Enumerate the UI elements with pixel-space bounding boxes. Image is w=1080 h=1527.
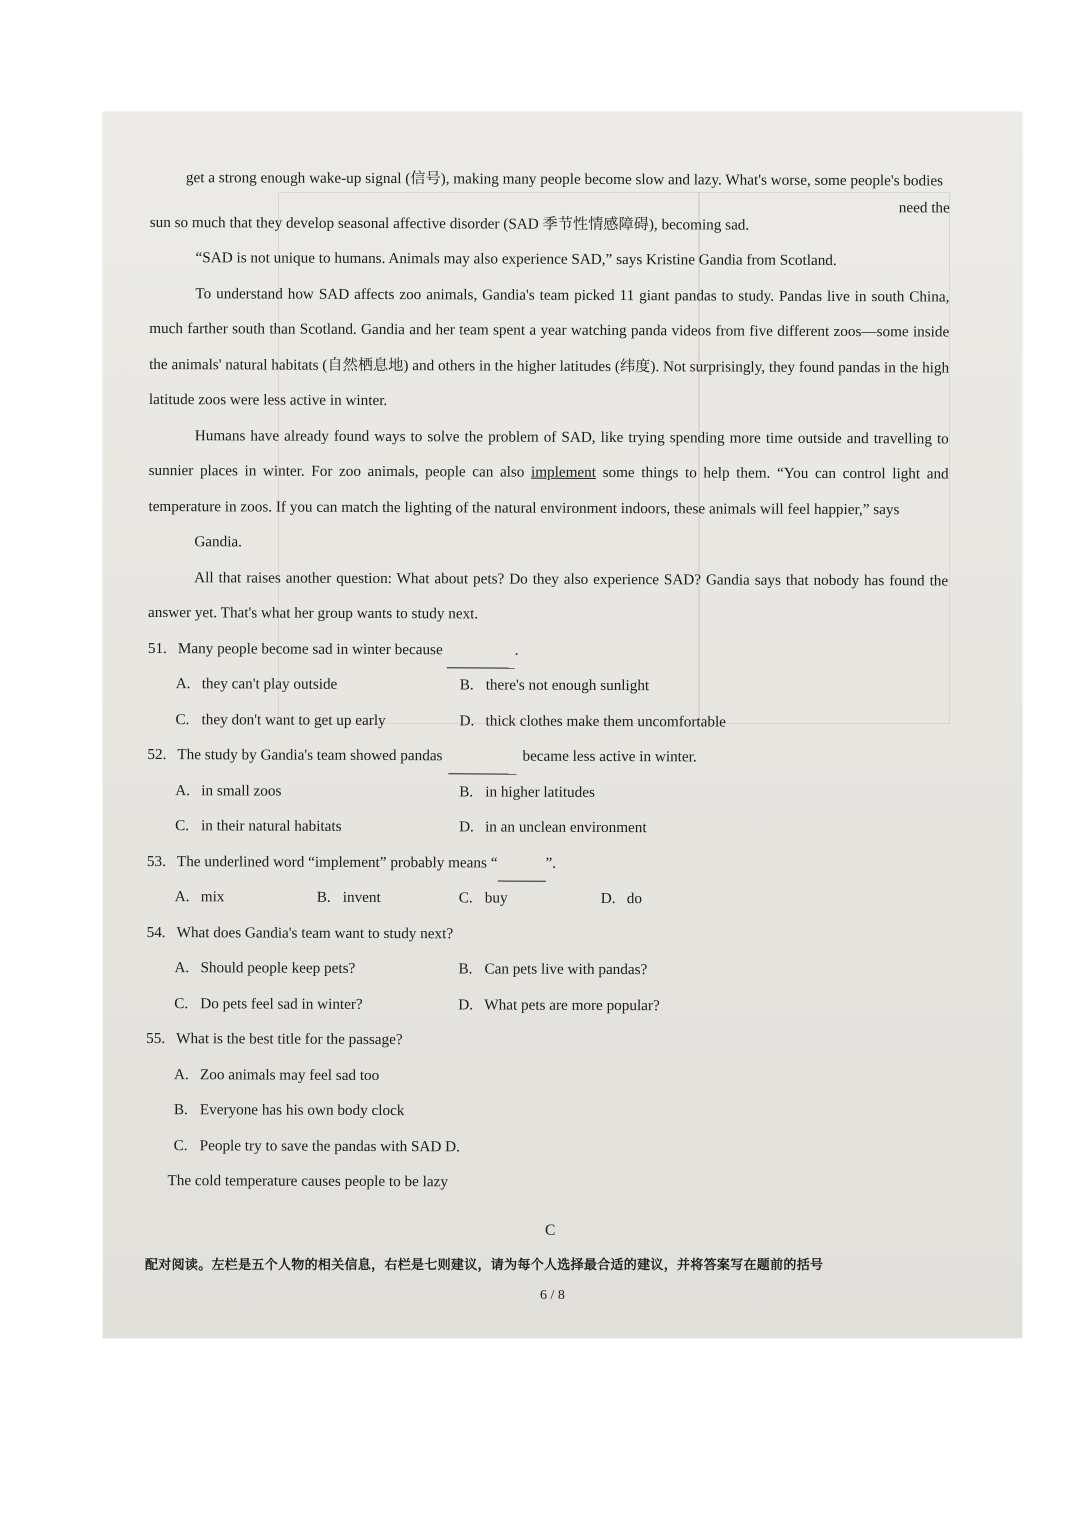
option-d[interactable]: [459, 703, 726, 740]
option-label: D.: [459, 818, 474, 836]
option-a[interactable]: [175, 773, 459, 810]
option-text: The cold temperature causes people to be lazy: [167, 1172, 449, 1191]
paragraph-4-before: Humans have already found ways to solve the problem of SAD, like trying spending more time outside and travelling to sunnier places in winter. For zoo animals, people can also: [148, 426, 949, 481]
option-text: do: [626, 890, 643, 908]
question-stem: The study by Gandia's team showed pandas: [177, 746, 443, 765]
option-label: B.: [459, 782, 474, 800]
option-label: B.: [459, 676, 474, 694]
paragraph-1-line-1: get a strong enough wake-up signal (信号), making many people become slow and lazy. What's worse, some people's bodies: [185, 169, 944, 190]
option-text: in small zoos: [201, 781, 282, 800]
option-label: C.: [458, 889, 473, 907]
option-c[interactable]: [459, 880, 601, 916]
option-label: D.: [458, 995, 474, 1013]
option-label: C.: [175, 710, 190, 728]
question-stem-end: ”.: [545, 854, 557, 872]
option-d[interactable]: [601, 881, 743, 917]
question-number: 54.: [146, 923, 166, 941]
question-number: 51.: [147, 639, 167, 657]
option-text: Do pets feel sad in winter?: [200, 994, 363, 1013]
answer-blank[interactable]: [497, 845, 545, 882]
option-text: People try to save the pandas with SAD D.: [199, 1136, 461, 1155]
option-label: A.: [173, 1065, 189, 1083]
option-b[interactable]: [174, 1092, 405, 1129]
option-label: A.: [174, 959, 190, 977]
option-d[interactable]: [167, 1163, 448, 1200]
option-text: thick clothes make them uncomfortable: [485, 711, 726, 731]
question-number: 53.: [146, 852, 166, 870]
question-stem: Many people become sad in winter because: [177, 639, 443, 658]
option-text: Everyone has his own body clock: [199, 1101, 405, 1120]
paragraph-1-line-2: [149, 198, 950, 243]
section-letter: C: [545, 1222, 556, 1239]
option-label: C.: [173, 1136, 188, 1154]
question-stem: What does Gandia's team want to study next?: [176, 923, 454, 942]
option-c[interactable]: [174, 1128, 460, 1165]
option-label: C.: [175, 817, 190, 835]
option-b[interactable]: [458, 951, 647, 987]
option-label: D.: [459, 711, 475, 729]
passage-area: [145, 160, 950, 1202]
question-stem-end: became less active in winter.: [522, 747, 697, 766]
option-text: Zoo animals may feel sad too: [199, 1065, 380, 1084]
option-text: they can't play outside: [201, 675, 338, 693]
option-label: A.: [175, 675, 191, 693]
option-c[interactable]: [175, 702, 459, 739]
option-label: D.: [600, 889, 616, 908]
option-c[interactable]: [174, 986, 458, 1023]
option-text: mix: [200, 888, 225, 906]
option-a[interactable]: [174, 1057, 379, 1093]
option-b[interactable]: [459, 774, 595, 810]
paragraph-2: “SAD is not unique to humans. Animals may also experience SAD,” says Kristine Gandia from Scotland.: [195, 249, 837, 269]
option-text: in an unclean environment: [485, 818, 647, 837]
question-51: [147, 630, 947, 740]
option-a[interactable]: [176, 666, 460, 703]
option-text: they don't want to get up early: [201, 710, 386, 729]
page-number: 6 / 8: [540, 1288, 565, 1303]
paragraph-5: All that raises another question: What about pets? Do they also experience SAD? Gandia says that nobody has found the answer yet. That's what her group wants to study next.: [147, 568, 949, 623]
paragraph-3: To understand how SAD affects zoo animals, Gandia's team picked 11 giant pandas to study. Pandas live in south China, much farther south than Scotland. Gandia and her team spent a year watching panda videos from five different zoos—some inside the animals' natural habitats (自然栖息地) and others in the higher latitudes (纬度). Not surprisingly, they found pandas in the high latitude zoos were less active in winter.: [148, 284, 950, 410]
question-53: [147, 843, 947, 917]
option-a[interactable]: [174, 950, 458, 987]
option-text: in their natural habitats: [201, 817, 342, 835]
paragraph-1-line-2-right: need the: [898, 198, 950, 216]
option-label: A.: [174, 888, 190, 906]
option-d[interactable]: [458, 987, 660, 1023]
paragraph-1-line-2-left: sun so much that they develop seasonal affective disorder (SAD 季节性情感障碍), becoming sad.: [149, 213, 750, 234]
option-label: A.: [175, 781, 191, 799]
option-d[interactable]: [459, 809, 647, 845]
option-label: B.: [173, 1101, 188, 1119]
question-stem: The underlined word “implement” probably means “: [176, 852, 498, 872]
answer-blank[interactable]: [447, 631, 515, 668]
question-54: [146, 914, 946, 1024]
option-text: What pets are more popular?: [484, 995, 660, 1014]
question-55: [145, 1021, 946, 1202]
option-b[interactable]: [460, 667, 650, 703]
option-label: C.: [174, 994, 189, 1012]
option-text: Can pets live with pandas?: [484, 960, 648, 979]
matching-instruction: 配对阅读。左栏是五个人物的相关信息，右栏是七则建议，请为每个人选择最合适的建议，并将答案写在题前的括号: [145, 1258, 824, 1273]
option-text: in higher latitudes: [485, 782, 595, 801]
option-c[interactable]: [175, 808, 459, 845]
underlined-word-implement: implement: [531, 463, 597, 481]
option-text: Should people keep pets?: [200, 959, 356, 977]
question-stem: What is the best title for the passage?: [176, 1030, 403, 1049]
answer-blank[interactable]: [448, 738, 516, 775]
question-number: 52.: [147, 745, 167, 764]
option-text: invent: [342, 888, 381, 907]
option-label: B.: [458, 960, 473, 978]
paragraph-4-after: some things to help them. “You can control light and temperature in zoos. If you can match the lighting of the natural environment indoors, these animals will feel happier,” says: [148, 463, 949, 518]
question-number: 55.: [146, 1029, 166, 1048]
option-text: there's not enough sunlight: [485, 676, 650, 695]
option-a[interactable]: [175, 879, 317, 915]
paragraph-4: [148, 417, 949, 562]
question-stem-end: .: [514, 641, 519, 659]
option-b[interactable]: [317, 880, 459, 916]
option-label: B.: [316, 888, 331, 906]
option-text: buy: [484, 889, 508, 907]
question-52: [147, 737, 947, 847]
paragraph-4-name: Gandia.: [194, 533, 243, 551]
